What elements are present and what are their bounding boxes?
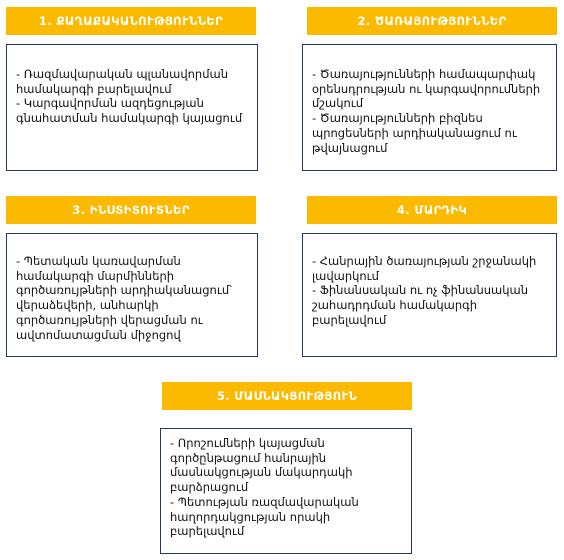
header-institutner	[6, 196, 256, 224]
header-label: 4. ՄԱՐԴԻԿ	[396, 203, 468, 217]
box-mardik	[302, 233, 557, 357]
box-tsarayutyunner	[302, 44, 557, 171]
list-item: - Պետության ռազմավարական հաղորդակցության որակի բարելավում	[170, 494, 359, 539]
list-item: - Ռազմավարական պլանավորման համակարգի բարելավում	[16, 67, 228, 96]
box-quaghaqakanutyunner	[6, 44, 258, 171]
header-quaghaqakanutyunner	[6, 7, 256, 35]
list-item: - Կարգավորման ազդեցության գնահատման համակարգի կայացում	[16, 96, 243, 126]
header-label: 3. ԻՆՍՏԻՏՈՒՏՆԵՐ	[72, 203, 190, 217]
header-label: 2. ԾԱՌԱՅՈՒԹՅՈՒՆՆԵՐ	[357, 14, 507, 28]
box-institutner	[6, 233, 258, 357]
header-label: 5. ՄԱՍՆԱԿՑՈՒԹՅՈՒՆ	[216, 389, 358, 403]
list-item: - Պետական կառավարման համակարգի մարմինների գործառույթների արդիականացում՝ վերաձեվերի, անհարկի գործառույթների վերացման ու ավտոմատացման միջոցով	[16, 254, 232, 342]
header-tsarayutyunner	[307, 7, 557, 35]
list-item: - Ֆինանսական ու ոչ ֆինանսական շահադրդման համակարգի բարելավում	[312, 283, 529, 327]
list-item: - Հանրային ծառայության շրջանակի լավարկում	[312, 254, 537, 283]
list-item: - Ծառայությունների բիզնես պրոցեսների արդիականացում ու թվայնացում	[312, 111, 517, 155]
box-masnaktsutyun	[160, 428, 412, 554]
list-item: - Ծառայությունների համապարփակ օրենսդրության ու կարգավորումների մշակում	[312, 67, 541, 111]
header-mardik	[307, 196, 557, 224]
header-label: 1. ՔԱՂԱՔԱԿԱՆՈՒԹՅՈՒՆՆԵՐ	[38, 14, 224, 28]
header-masnaktsutyun	[162, 382, 412, 410]
list-item: - Որոշումների կայացման գործընթացում հանրային մասնակցության մակարդակի բարձրացում	[170, 436, 353, 495]
